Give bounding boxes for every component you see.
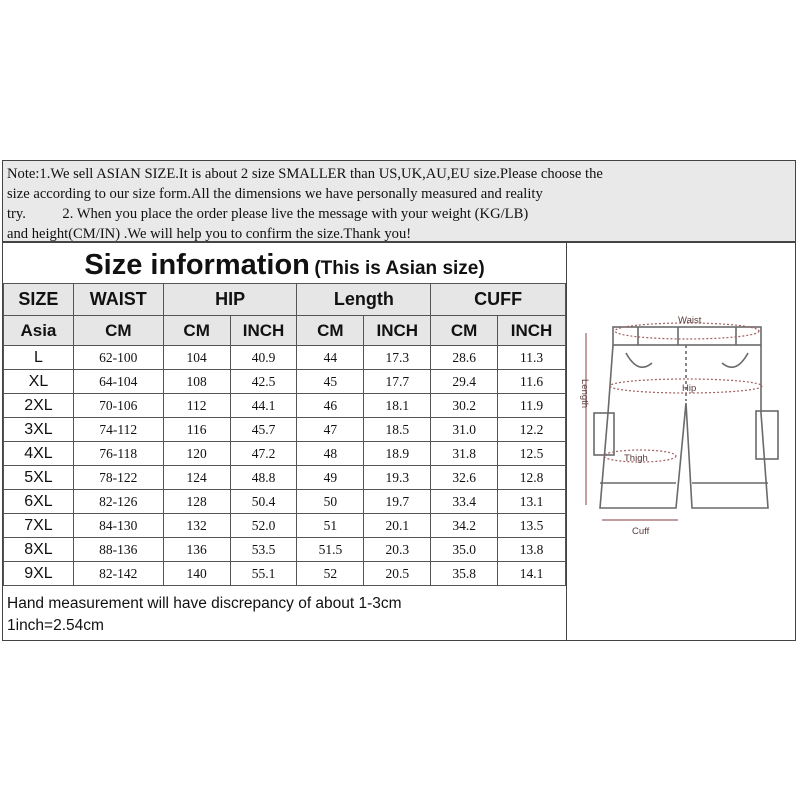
size-chart-sheet xyxy=(2,242,796,641)
measurement-cell: 48 xyxy=(297,442,364,466)
measurement-cell: 30.2 xyxy=(431,394,498,418)
measurement-cell: 45.7 xyxy=(230,418,297,442)
table-row xyxy=(4,370,566,394)
measurement-cell: 47 xyxy=(297,418,364,442)
note-line: try. 2. When you place the order please live the message with your weight (KG/LB) xyxy=(7,206,529,222)
measurement-cell: 64-104 xyxy=(73,370,163,394)
table-row xyxy=(4,562,566,586)
measurement-cell: 42.5 xyxy=(230,370,297,394)
table-row xyxy=(4,514,566,538)
table-footer xyxy=(3,593,566,640)
measurement-cell: 120 xyxy=(163,442,230,466)
left-cargo-pocket-shape xyxy=(594,413,614,455)
size-cell: 8XL xyxy=(4,538,74,562)
header-hip: HIP xyxy=(163,284,297,316)
left-pocket-shape xyxy=(626,353,652,367)
measurement-cell: 136 xyxy=(163,538,230,562)
header-row-groups xyxy=(4,284,566,316)
measurement-cell: 53.5 xyxy=(230,538,297,562)
measurement-cell: 52.0 xyxy=(230,514,297,538)
size-note xyxy=(2,160,796,242)
size-table-panel xyxy=(3,243,567,640)
measurement-cell: 13.8 xyxy=(498,538,566,562)
measurement-cell: 82-126 xyxy=(73,490,163,514)
measurement-cell: 50 xyxy=(297,490,364,514)
measurement-cell: 35.0 xyxy=(431,538,498,562)
measurement-cell: 45 xyxy=(297,370,364,394)
measurement-cell: 29.4 xyxy=(431,370,498,394)
header-unit: CM xyxy=(431,316,498,346)
footer-conversion: 1inch=2.54cm xyxy=(7,617,104,634)
header-unit: INCH xyxy=(498,316,566,346)
title-sub: (This is Asian size) xyxy=(314,258,485,279)
measurement-cell: 40.9 xyxy=(230,346,297,370)
measurement-cell: 11.6 xyxy=(498,370,566,394)
header-region: Asia xyxy=(4,316,74,346)
header-cuff: CUFF xyxy=(431,284,566,316)
header-unit: CM xyxy=(297,316,364,346)
measurement-cell: 46 xyxy=(297,394,364,418)
size-cell: 3XL xyxy=(4,418,74,442)
table-row xyxy=(4,394,566,418)
measurement-cell: 11.3 xyxy=(498,346,566,370)
size-table-body xyxy=(4,346,566,586)
size-cell: 9XL xyxy=(4,562,74,586)
measurement-cell: 32.6 xyxy=(431,466,498,490)
measurement-cell: 55.1 xyxy=(230,562,297,586)
measurement-cell: 140 xyxy=(163,562,230,586)
table-row xyxy=(4,538,566,562)
measurement-cell: 13.5 xyxy=(498,514,566,538)
measurement-cell: 51.5 xyxy=(297,538,364,562)
measurement-cell: 12.8 xyxy=(498,466,566,490)
measurement-cell: 12.2 xyxy=(498,418,566,442)
measurement-cell: 17.7 xyxy=(364,370,431,394)
footer-discrepancy: Hand measurement will have discrepancy of about 1-3cm xyxy=(7,595,402,612)
measurement-cell: 33.4 xyxy=(431,490,498,514)
size-cell: 7XL xyxy=(4,514,74,538)
measurement-cell: 104 xyxy=(163,346,230,370)
hip-label: Hip xyxy=(682,383,697,394)
measurement-cell: 82-142 xyxy=(73,562,163,586)
measurement-cell: 132 xyxy=(163,514,230,538)
measurement-cell: 70-106 xyxy=(73,394,163,418)
header-row-units xyxy=(4,316,566,346)
size-cell: 6XL xyxy=(4,490,74,514)
measurement-cell: 76-118 xyxy=(73,442,163,466)
measurement-cell: 19.3 xyxy=(364,466,431,490)
measurement-cell: 35.8 xyxy=(431,562,498,586)
measurement-cell: 18.9 xyxy=(364,442,431,466)
size-table xyxy=(3,283,566,586)
table-row xyxy=(4,466,566,490)
measurement-cell: 34.2 xyxy=(431,514,498,538)
measurement-cell: 14.1 xyxy=(498,562,566,586)
measurement-cell: 18.5 xyxy=(364,418,431,442)
measurement-cell: 74-112 xyxy=(73,418,163,442)
right-pocket-shape xyxy=(722,353,748,367)
header-unit: CM xyxy=(163,316,230,346)
measurement-cell: 48.8 xyxy=(230,466,297,490)
measurement-cell: 44 xyxy=(297,346,364,370)
measurement-cell: 84-130 xyxy=(73,514,163,538)
measurement-cell: 108 xyxy=(163,370,230,394)
size-cell: L xyxy=(4,346,74,370)
measurement-cell: 20.5 xyxy=(364,562,431,586)
measurement-cell: 18.1 xyxy=(364,394,431,418)
header-length: Length xyxy=(297,284,431,316)
measurement-cell: 20.1 xyxy=(364,514,431,538)
title-main: Size information xyxy=(84,249,310,281)
measurement-cell: 128 xyxy=(163,490,230,514)
table-row xyxy=(4,418,566,442)
measurement-cell: 51 xyxy=(297,514,364,538)
header-unit: INCH xyxy=(230,316,297,346)
size-cell: 5XL xyxy=(4,466,74,490)
waist-label: Waist xyxy=(678,315,702,326)
length-label: Length xyxy=(579,379,590,409)
header-waist: WAIST xyxy=(73,284,163,316)
measurement-cell: 31.8 xyxy=(431,442,498,466)
note-line: size according to our size form.All the dimensions we have personally measured and reality xyxy=(7,186,543,202)
measurement-cell: 52 xyxy=(297,562,364,586)
size-cell: XL xyxy=(4,370,74,394)
measurement-cell: 116 xyxy=(163,418,230,442)
note-line: Note:1.We sell ASIAN SIZE.It is about 2 size SMALLER than US,UK,AU,EU size.Please choose the xyxy=(7,166,603,182)
measurement-cell: 78-122 xyxy=(73,466,163,490)
measurement-cell: 50.4 xyxy=(230,490,297,514)
note-line: and height(CM/IN) .We will help you to confirm the size.Thank you! xyxy=(7,226,412,242)
measurement-cell: 17.3 xyxy=(364,346,431,370)
measurement-cell: 88-136 xyxy=(73,538,163,562)
header-unit: INCH xyxy=(364,316,431,346)
shorts-measurement-diagram xyxy=(578,293,793,538)
table-row xyxy=(4,346,566,370)
measurement-cell: 13.1 xyxy=(498,490,566,514)
measurement-cell: 112 xyxy=(163,394,230,418)
shorts-outline xyxy=(594,327,778,508)
measurement-cell: 11.9 xyxy=(498,394,566,418)
measurement-cell: 19.7 xyxy=(364,490,431,514)
measurement-cell: 31.0 xyxy=(431,418,498,442)
measurement-cell: 124 xyxy=(163,466,230,490)
right-cargo-pocket-shape xyxy=(756,411,778,459)
measurement-cell: 47.2 xyxy=(230,442,297,466)
size-cell: 2XL xyxy=(4,394,74,418)
measurement-cell: 44.1 xyxy=(230,394,297,418)
measurement-cell: 49 xyxy=(297,466,364,490)
header-size: SIZE xyxy=(4,284,74,316)
table-row xyxy=(4,490,566,514)
measurement-cell: 20.3 xyxy=(364,538,431,562)
measurement-cell: 12.5 xyxy=(498,442,566,466)
thigh-label: Thigh xyxy=(624,453,648,464)
table-row xyxy=(4,442,566,466)
measurement-cell: 62-100 xyxy=(73,346,163,370)
cuff-label: Cuff xyxy=(632,526,650,537)
size-table-title xyxy=(3,243,566,283)
header-unit: CM xyxy=(73,316,163,346)
measurement-cell: 28.6 xyxy=(431,346,498,370)
size-cell: 4XL xyxy=(4,442,74,466)
